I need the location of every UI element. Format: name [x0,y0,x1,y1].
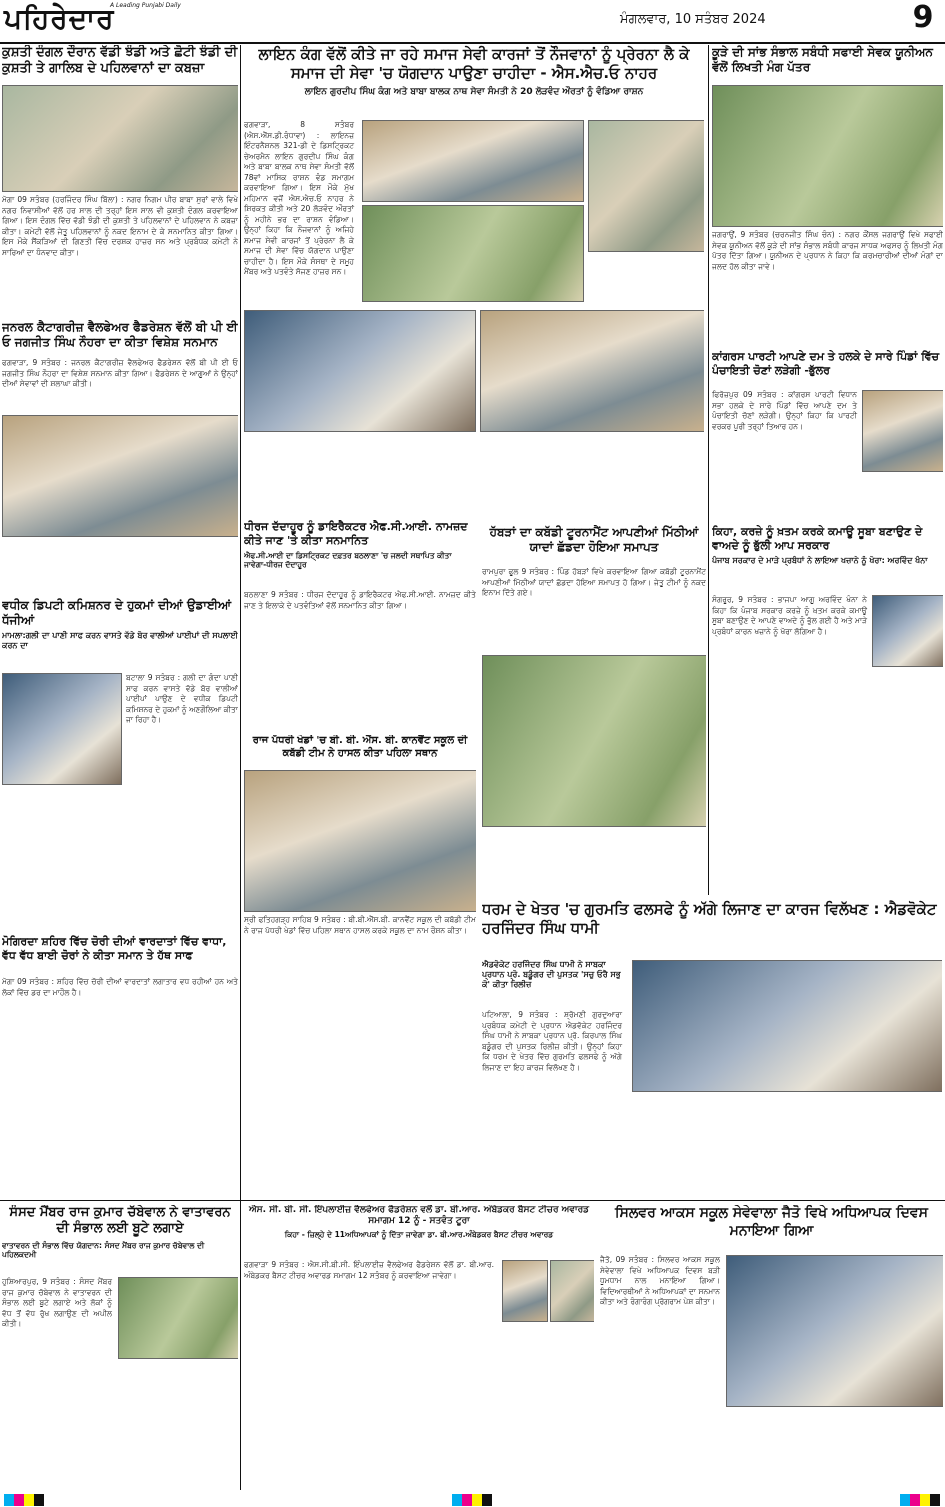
body-bp: ਫਗਵਾੜਾ, 9 ਸਤੰਬਰ : ਜਨਰਲ ਕੈਟਾਗਰੀਜ਼ ਵੈਲਫੇਅਰ ਫੈਡਰੇਸ਼ਨ ਵੱਲੋਂ ਬੀ ਪੀ ਈ ਓ ਜਗਜੀਤ ਸਿੰਘ ਨੌਹਰਾ ਦਾ ਵਿਸ਼ੇਸ਼ ਸਨਮਾਨ ਕੀਤਾ ਗਿਆ। ਫੈਡਰੇਸ਼ਨ ਦੇ ਆਗੂਆਂ ਨੇ ਉਨ੍ਹਾਂ ਦੀਆਂ ਸੇਵਾਵਾਂ ਦੀ ਸ਼ਲਾਘਾ ਕੀਤੀ। [2,358,238,388]
body-fci: ਬਠਲਾਣਾ 9 ਸਤੰਬਰ : ਧੀਰਜ ਦੱਦਾਹੂਰ ਨੂੰ ਡਾਇਰੈਕਟਰ ਐਫ.ਸੀ.ਆਈ. ਨਾਮਜ਼ਦ ਕੀਤੇ ਜਾਣ ਤੇ ਇਲਾਕੇ ਦੇ ਪਤਵੰਤਿਆਂ ਵੱਲੋਂ ਸਨਮਾਨਿਤ ਕੀਤਾ ਗਿਆ। [244,590,476,610]
headline-congress: ਕਾਂਗਰਸ ਪਾਰਟੀ ਆਪਣੇ ਦਮ ਤੇ ਹਲਕੇ ਦੇ ਸਾਰੇ ਪਿੰਡਾਂ ਵਿੱਚ ਪੰਚਾਇਤੀ ਚੋਣਾਂ ਲੜੇਗੀ -ਭੁੱਲਰ [712,350,940,377]
article-congress [712,350,943,520]
body-dc: ਬਟਾਲਾ 9 ਸਤੰਬਰ : ਗਲੀ ਦਾ ਗੰਦਾ ਪਾਣੀ ਸਾਫ ਕਰਨ ਵਾਸਤੇ ਵੱਡੇ ਬੋਰ ਵਾਲੀਆਂ ਪਾਈਪਾਂ ਪਾਉਣ ਦੇ ਵਧੀਕ ਡਿਪਟੀ ਕਮਿਸ਼ਨਰ ਦੇ ਹੁਕਮਾਂ ਨੂੰ ਅਣਗੌਲਿਆ ਕੀਤਾ ਜਾ ਰਿਹਾ ਹੈ। [126,673,238,724]
color-registration-strip [4,1494,44,1506]
headline-lions: ਲਾਇਨ ਕੰਗ ਵੱਲੋਂ ਕੀਤੇ ਜਾ ਰਹੇ ਸਮਾਜ ਸੇਵੀ ਕਾਰਜਾਂ ਤੋਂ ਨੌਜਵਾਨਾਂ ਨੂੰ ਪ੍ਰੇਰਨਾ ਲੈ ਕੇ ਸਮਾਜ ਦੀ ਸੇਵਾ 'ਚ ਯੋਗਦਾਨ ਪਾਉਣਾ ਚਾਹੀਦਾ - ਐਸ.ਐਚ.ਓ ਨਾਹਰ [258,45,690,82]
dateline: ਮੰਗਲਵਾਰ, 10 ਸਤੰਬਰ 2024 [620,12,766,27]
article-kabaddi [482,525,706,900]
article-school [244,735,476,1035]
subhead-dhami: ਐਡਵੋਕੇਟ ਹਰਜਿੰਦਰ ਸਿੰਘ ਧਾਮੀ ਨੇ ਸਾਬਕਾ ਪ੍ਰਧਾਨ ਪ੍ਰੋ. ਬਡੂੰਗਰ ਦੀ ਪੁਸਤਕ 'ਸਚੁ ਓਰੈ ਸਭੁ ਕੋ' ਕੀਤਾ ਰਿਲੀਜ਼ [482,960,621,989]
photo-kiha [872,595,943,667]
photo-dc [2,673,122,785]
subhead-ambedkar: ਕਿਹਾ - ਜ਼ਿਲ੍ਹੇ ਦੇ 11ਅਧਿਆਪਕਾਂ ਨੂੰ ਦਿੱਤਾ ਜਾਵੇਗਾ ਡਾ. ਬੀ.ਆਰ.ਅੰਬੇਡਕਰ ਬੈਸਟ ਟੀਚਰ ਅਵਾਰਡ [284,1229,554,1239]
article-ambedkar [244,1205,594,1490]
headline-kushti: ਕੁਸ਼ਤੀ ਦੰਗਲ ਦੌਰਾਨ ਵੱਡੀ ਝੰਡੀ ਅਤੇ ਛੋਟੀ ਝੰਡੀ ਦੀ ਕੁਸ਼ਤੀ ਤੇ ਗਾਲਿਬ ਦੇ ਪਹਿਲਵਾਨਾਂ ਦਾ ਕਬਜ਼ਾ [2,45,238,77]
body-mp: ਹੁਸ਼ਿਆਰਪੁਰ, 9 ਸਤੰਬਰ : ਸੰਸਦ ਮੈਂਬਰ ਰਾਜ ਕੁਮਾਰ ਚੱਬੇਵਾਲ ਨੇ ਵਾਤਾਵਰਨ ਦੀ ਸੰਭਾਲ ਲਈ ਬੂਟੇ ਲਗਾਏ ਅਤੇ ਲੋਕਾਂ ਨੂੰ ਵੱਧ ਤੋਂ ਵੱਧ ਰੁੱਖ ਲਗਾਉਣ ਦੀ ਅਪੀਲ ਕੀਤੀ। [2,1277,112,1328]
subhead-kiha: ਪੰਜਾਬ ਸਰਕਾਰ ਦੇ ਮਾੜੇ ਪ੍ਰਬੰਧਾਂ ਨੇ ਲਾਇਆ ਖਜ਼ਾਨੇ ਨੂੰ ਖੋਰਾ: ਅਰਵਿੰਦ ਖੰਨਾ [712,555,928,565]
row-rule [0,1200,945,1201]
photo-kushti [2,85,238,192]
article-fci [244,520,476,730]
color-registration-strip [452,1494,492,1506]
article-dc [2,598,238,928]
headline-fci: ਧੀਰਜ ਦੱਦਾਹੂਰ ਨੂੰ ਡਾਇਰੈਕਟਰ ਐਫ.ਸੀ.ਆਈ. ਨਾਮਜ਼ਦ ਕੀਤੇ ਜਾਣ 'ਤੇ ਕੀਤਾ ਸਨਮਾਨਿਤ [244,520,468,547]
page-number: 9 [912,0,934,35]
headline-chori: ਮੋਗਿਰਦਾ ਸ਼ਹਿਰ ਵਿੱਚ ਚੋਰੀ ਦੀਆਂ ਵਾਰਦਾਤਾਂ ਵਿੱਚ ਵਾਧਾ, ਵੱਧ ਵੱਧ ਬਾਈ ਚੋਰਾਂ ਨੇ ਕੀਤਾ ਸਮਾਨ ਤੇ ਹੱਥ ਸਾਫ [2,935,227,962]
photo-lions-1 [362,120,584,202]
photo-silver [726,1255,943,1407]
subhead-mp: ਵਾਤਾਵਰਨ ਦੀ ਸੰਭਾਲ ਵਿੱਚ ਯੋਗਦਾਨ: ਸੰਸਦ ਮੈਂਬਰ ਰਾਜ ਕੁਮਾਰ ਚੱਬੇਵਾਲ ਦੀ ਪਹਿਲਕਦਮੀ [2,1240,205,1259]
body-lions: ਫਗਵਾੜਾ, 8 ਸਤੰਬਰ (ਐਸ.ਐੱਸ.ਡੀ.ਰੰਧਾਵਾ) : ਲਾਇਨਜ਼ ਇੰਟਰਨੈਸ਼ਨਲ 321-ਡੀ ਦੇ ਡਿਸਟ੍ਰਿਕਟ ਚੇਅਰਮੈਨ ਲਾਇਨ ਗੁਰਦੀਪ ਸਿੰਘ ਕੰਗ ਅਤੇ ਬਾਬਾ ਬਾਲਕ ਨਾਥ ਸੇਵਾ ਸੰਮਤੀ ਵੱਲੋਂ 78ਵਾਂ ਮਾਸਿਕ ਰਾਸ਼ਨ ਵੰਡ ਸਮਾਗਮ ਕਰਵਾਇਆ ਗਿਆ। ਇਸ ਮੌਕੇ ਮੁੱਖ ਮਹਿਮਾਨ ਵਜੋਂ ਐਸ.ਐਚ.ਓ ਨਾਹਰ ਨੇ ਸ਼ਿਰਕਤ ਕੀਤੀ ਅਤੇ 20 ਲੋੜਵੰਦ ਔਰਤਾਂ ਨੂੰ ਮਹੀਨੇ ਭਰ ਦਾ ਰਾਸ਼ਨ ਵੰਡਿਆ। ਉਨ੍ਹਾਂ ਕਿਹਾ ਕਿ ਨੌਜਵਾਨਾਂ ਨੂੰ ਅਜਿਹੇ ਸਮਾਜ ਸੇਵੀ ਕਾਰਜਾਂ ਤੋਂ ਪ੍ਰੇਰਨਾ ਲੈ ਕੇ ਸਮਾਜ ਦੀ ਸੇਵਾ ਵਿੱਚ ਯੋਗਦਾਨ ਪਾਉਣਾ ਚਾਹੀਦਾ ਹੈ। ਇਸ ਮੌਕੇ ਸੰਸਥਾ ਦੇ ਸਮੂਹ ਮੈਂਬਰ ਅਤੇ ਪਤਵੰਤੇ ਸੱਜਣ ਹਾਜ਼ਰ ਸਨ। [244,120,354,276]
headline-dhami: ਧਰਮ ਦੇ ਖੇਤਰ 'ਚ ਗੁਰਮਤਿ ਫਲਸਫੇ ਨੂੰ ਅੱਗੇ ਲਿਜਾਣ ਦਾ ਕਾਰਜ ਵਿਲੱਖਣ : ਐਡਵੋਕੇਟ ਹਰਜਿੰਦਰ ਸਿੰਘ ਧਾਮੀ [482,900,937,937]
body-kushti: ਮੋਗਾ 09 ਸਤੰਬਰ (ਹਰਜਿੰਦਰ ਸਿੰਘ ਬਿੱਲਾ) : ਨਗਰ ਨਿਗਮ ਪੀਰ ਬਾਬਾ ਸੁਰਾਂ ਵਾਲੇ ਵਿਖੇ ਨਗਰ ਨਿਵਾਸੀਆਂ ਵੱਲੋਂ ਹਰ ਸਾਲ ਦੀ ਤਰ੍ਹਾਂ ਇਸ ਸਾਲ ਵੀ ਕੁਸ਼ਤੀ ਦੰਗਲ ਕਰਵਾਇਆ ਗਿਆ। ਇਸ ਦੰਗਲ ਵਿੱਚ ਵੱਡੀ ਝੰਡੀ ਦੀ ਕੁਸ਼ਤੀ ਤੇ ਪਹਿਲਵਾਨਾਂ ਦੇ ਪਹਿਲਵਾਨ ਨੇ ਕਬਜ਼ਾ ਕੀਤਾ। ਕਮੇਟੀ ਵੱਲੋਂ ਜੇਤੂ ਪਹਿਲਵਾਨਾਂ ਨੂੰ ਨਕਦ ਇਨਾਮ ਦੇ ਕੇ ਸਨਮਾਨਿਤ ਕੀਤਾ ਗਿਆ। ਇਸ ਮੌਕੇ ਸੈਂਕੜਿਆਂ ਦੀ ਗਿਣਤੀ ਵਿੱਚ ਦਰਸ਼ਕ ਹਾਜ਼ਰ ਸਨ ਅਤੇ ਪ੍ਰਬੰਧਕ ਕਮੇਟੀ ਨੇ ਸਾਰਿਆਂ ਦਾ ਧੰਨਵਾਦ ਕੀਤਾ। [2,195,238,257]
subhead-lions: ਲਾਇਨ ਗੁਰਦੀਪ ਸਿੰਘ ਕੰਗ ਅਤੇ ਬਾਬਾ ਬਾਲਕ ਨਾਥ ਸੇਵਾ ਸੰਮਤੀ ਨੇ 20 ਲੋੜਵੰਦ ਔਰਤਾਂ ਨੂੰ ਵੰਡਿਆ ਰਾਸ਼ਨ [304,86,644,97]
article-chori [2,935,238,1200]
headline-kiha: ਕਿਹਾ, ਕਰਜ਼ੇ ਨੂੰ ਖ਼ਤਮ ਕਰਕੇ ਕਮਾਊ ਸੂਬਾ ਬਣਾਉਣ ਦੇ ਵਾਅਦੇ ਨੂੰ ਭੁੱਲੀ ਆਪ ਸਰਕਾਰ [712,525,923,552]
photo-ambedkar-1 [502,1260,548,1322]
headline-ambedkar: ਐਸ. ਸੀ. ਬੀ. ਸੀ. ਇੰਪਲਾਈਜ਼ ਵੈਲਫੇਅਰ ਫੈਡਰੇਸ਼ਨ ਵਲੋਂ ਡਾ. ਬੀ.ਆਰ. ਅੰਬੇਡਕਰ ਬੈਸਟ ਟੀਚਰ ਅਵਾਰਡ ਸਮਾਗਮ 12 ਨੂੰ - ਸਤਵੰਤ ਟੂਰਾ [248,1205,590,1227]
headline-kude: ਕੂੜੇ ਦੀ ਸਾਂਭ ਸੰਭਾਲ ਸਬੰਧੀ ਸਫਾਈ ਸੇਵਕ ਯੂਨੀਅਨ ਵੱਲੋਂ ਲਿਖਤੀ ਮੰਗ ਪੱਤਰ [712,45,933,74]
subhead-fci: ਐਫ.ਸੀ.ਆਈ ਦਾ ਡਿਸਟ੍ਰਿਕਟ ਦਫ਼ਤਰ ਬਠਲਾਣਾ 'ਚ ਜਲਦੀ ਸਥਾਪਿਤ ਕੀਤਾ ਜਾਵੇਗਾ-ਧੀਰਜ ਦੱਦਾਹੂਰ [244,550,452,569]
headline-mp: ਸੰਸਦ ਮੈਂਬਰ ਰਾਜ ਕੁਮਾਰ ਚੱਬੇਵਾਲ ਨੇ ਵਾਤਾਵਰਨ ਦੀ ਸੰਭਾਲ ਲਈ ਬੂਟੇ ਲਗਾਏ [9,1205,231,1237]
photo-lions-3 [362,205,584,302]
headline-kabaddi: ਹੱਬੜਾਂ ਦਾ ਕਬੱਡੀ ਟੂਰਨਾਮੈਂਟ ਆਪਣੀਆਂ ਮਿੱਠੀਆਂ ਯਾਦਾਂ ਛੱਡਦਾ ਹੋਇਆ ਸਮਾਪਤ [489,525,699,554]
headline-bp: ਜਨਰਲ ਕੈਟਾਗਰੀਜ਼ ਵੈਲਫੇਅਰ ਫੈਡਰੇਸ਼ਨ ਵੱਲੋਂ ਬੀ ਪੀ ਈ ਓ ਜਗਜੀਤ ਸਿੰਘ ਨੌਹਰਾ ਦਾ ਕੀਤਾ ਵਿਸ਼ੇਸ਼ ਸਨਮਾਨ [2,320,238,349]
body-chori: ਮੋਗਾ 09 ਸਤੰਬਰ : ਸ਼ਹਿਰ ਵਿੱਚ ਚੋਰੀ ਦੀਆਂ ਵਾਰਦਾਤਾਂ ਲਗਾਤਾਰ ਵਧ ਰਹੀਆਂ ਹਨ ਅਤੇ ਲੋਕਾਂ ਵਿੱਚ ਡਰ ਦਾ ਮਾਹੌਲ ਹੈ। [2,977,238,997]
article-dhami [482,900,942,1190]
body-ambedkar: ਫਗਵਾੜਾ 9 ਸਤੰਬਰ : ਐਸ.ਸੀ.ਬੀ.ਸੀ. ਇੰਪਲਾਈਜ਼ ਵੈਲਫੇਅਰ ਫੈਡਰੇਸ਼ਨ ਵੱਲੋਂ ਡਾ. ਬੀ.ਆਰ. ਅੰਬੇਡਕਰ ਬੈਸਟ ਟੀਚਰ ਅਵਾਰਡ ਸਮਾਗਮ 12 ਸਤੰਬਰ ਨੂੰ ਕਰਵਾਇਆ ਜਾਵੇਗਾ। [244,1260,494,1280]
headline-dc: ਵਧੀਕ ਡਿਪਟੀ ਕਮਿਸ਼ਨਰ ਦੇ ਹੁਕਮਾਂ ਦੀਆਂ ਉਡਾਈਆਂ ਧੱਜੀਆਂ [2,598,232,627]
photo-lions-5 [480,310,704,432]
article-bp [2,320,238,592]
headline-school: ਰਾਜ ਪੱਧਰੀ ਖੇਡਾਂ 'ਚ ਬੀ. ਬੀ. ਐੱਸ. ਬੀ. ਕਾਨਵੈਂਟ ਸਕੂਲ ਦੀ ਕਬੱਡੀ ਟੀਮ ਨੇ ਹਾਸਲ ਕੀਤਾ ਪਹਿਲਾ ਸਥਾਨ [252,735,468,759]
column-rule [708,45,709,895]
body-congress: ਫਿਰੋਜ਼ਪੁਰ 09 ਸਤੰਬਰ : ਕਾਂਗਰਸ ਪਾਰਟੀ ਵਿਧਾਨ ਸਭਾ ਹਲਕੇ ਦੇ ਸਾਰੇ ਪਿੰਡਾਂ ਵਿੱਚ ਆਪਣੇ ਦਮ ਤੇ ਪੰਚਾਇਤੀ ਚੋਣਾਂ ਲੜੇਗੀ। ਉਨ੍ਹਾਂ ਕਿਹਾ ਕਿ ਪਾਰਟੀ ਵਰਕਰ ਪੂਰੀ ਤਰ੍ਹਾਂ ਤਿਆਰ ਹਨ। [712,390,857,431]
photo-kude [712,85,943,227]
subhead-dc: ਮਾਮਲਾ:ਗਲੀ ਦਾ ਪਾਣੀ ਸਾਫ ਕਰਨ ਵਾਸਤੇ ਵੱਡੇ ਬੋਰ ਵਾਲੀਆਂ ਪਾਈਪਾਂ ਦੀ ਸਪਲਾਈ ਕਰਨ ਦਾ [2,631,238,650]
photo-congress [862,390,943,472]
photo-school [244,770,476,912]
photo-bp [2,415,238,537]
article-kude [712,45,943,345]
photo-ambedkar-2 [550,1260,594,1322]
photo-kabaddi [482,655,706,827]
article-mp [2,1205,238,1490]
body-kabaddi: ਰਾਮਪੁਰਾ ਫੂਲ 9 ਸਤੰਬਰ : ਪਿੰਡ ਹੱਬੜਾਂ ਵਿਖੇ ਕਰਵਾਇਆ ਗਿਆ ਕਬੱਡੀ ਟੂਰਨਾਮੈਂਟ ਆਪਣੀਆਂ ਮਿੱਠੀਆਂ ਯਾਦਾਂ ਛੱਡਦਾ ਹੋਇਆ ਸਮਾਪਤ ਹੋ ਗਿਆ। ਜੇਤੂ ਟੀਮਾਂ ਨੂੰ ਨਕਦ ਇਨਾਮ ਦਿੱਤੇ ਗਏ। [482,567,706,597]
body-kude: ਜਗਰਾਉਂ, 9 ਸਤੰਬਰ (ਚਰਨਜੀਤ ਸਿੰਘ ਚੰਨ) : ਨਗਰ ਕੌਂਸਲ ਜਗਰਾਉਂ ਵਿਖੇ ਸਫਾਈ ਸੇਵਕ ਯੂਨੀਅਨ ਵੱਲੋਂ ਕੂੜੇ ਦੀ ਸਾਂਭ ਸੰਭਾਲ ਸਬੰਧੀ ਕਾਰਜ ਸਾਧਕ ਅਫਸਰ ਨੂੰ ਲਿਖਤੀ ਮੰਗ ਪੱਤਰ ਦਿੱਤਾ ਗਿਆ। ਯੂਨੀਅਨ ਦੇ ਪ੍ਰਧਾਨ ਨੇ ਕਿਹਾ ਕਿ ਕਰਮਚਾਰੀਆਂ ਦੀਆਂ ਮੰਗਾਂ ਦਾ ਜਲਦ ਹੱਲ ਕੀਤਾ ਜਾਵੇ। [712,230,943,271]
body-dhami: ਪਟਿਆਲਾ, 9 ਸਤੰਬਰ : ਸ਼੍ਰੋਮਣੀ ਗੁਰਦੁਆਰਾ ਪ੍ਰਬੰਧਕ ਕਮੇਟੀ ਦੇ ਪ੍ਰਧਾਨ ਐਡਵੋਕੇਟ ਹਰਜਿੰਦਰ ਸਿੰਘ ਧਾਮੀ ਨੇ ਸਾਬਕਾ ਪ੍ਰਧਾਨ ਪ੍ਰੋ. ਕਿਰਪਾਲ ਸਿੰਘ ਬਡੂੰਗਰ ਦੀ ਪੁਸਤਕ ਰਿਲੀਜ਼ ਕੀਤੀ। ਉਨ੍ਹਾਂ ਕਿਹਾ ਕਿ ਧਰਮ ਦੇ ਖੇਤਰ ਵਿੱਚ ਗੁਰਮਤਿ ਫਲਸਫੇ ਨੂੰ ਅੱਗੇ ਲਿਜਾਣ ਦਾ ਇਹ ਕਾਰਜ ਵਿਲੱਖਣ ਹੈ। [482,1010,622,1072]
article-lions [244,45,704,515]
body-kiha: ਸੰਗਰੂਰ, 9 ਸਤੰਬਰ : ਭਾਜਪਾ ਆਗੂ ਅਰਵਿੰਦ ਖੰਨਾ ਨੇ ਕਿਹਾ ਕਿ ਪੰਜਾਬ ਸਰਕਾਰ ਕਰਜ਼ੇ ਨੂੰ ਖ਼ਤਮ ਕਰਕੇ ਕਮਾਊ ਸੂਬਾ ਬਣਾਉਣ ਦੇ ਆਪਣੇ ਵਾਅਦੇ ਨੂੰ ਭੁੱਲ ਗਈ ਹੈ ਅਤੇ ਮਾੜੇ ਪ੍ਰਬੰਧਾਂ ਕਾਰਨ ਖਜ਼ਾਨੇ ਨੂੰ ਖੋਰਾ ਲੱਗਿਆ ਹੈ। [712,595,867,636]
masthead [0,0,945,44]
photo-lions-4 [244,310,476,432]
color-registration-strip [900,1494,940,1506]
column-rule [240,45,241,1490]
article-silver [600,1205,943,1490]
photo-mp [118,1277,238,1359]
body-school: ਸ੍ਰੀ ਫਤਿਹਗੜ੍ਹ ਸਾਹਿਬ 9 ਸਤੰਬਰ : ਬੀ.ਬੀ.ਐੱਸ.ਬੀ. ਕਾਨਵੈਂਟ ਸਕੂਲ ਦੀ ਕਬੱਡੀ ਟੀਮ ਨੇ ਰਾਜ ਪੱਧਰੀ ਖੇਡਾਂ ਵਿੱਚ ਪਹਿਲਾ ਸਥਾਨ ਹਾਸਲ ਕਰਕੇ ਸਕੂਲ ਦਾ ਨਾਮ ਰੌਸ਼ਨ ਕੀਤਾ। [244,915,476,935]
article-kiha [712,525,943,825]
body-silver: ਜੈਤੋ, 09 ਸਤੰਬਰ : ਸਿਲਵਰ ਆਕਸ ਸਕੂਲ ਸੇਵੇਵਾਲਾ ਵਿਖੇ ਅਧਿਆਪਕ ਦਿਵਸ ਬੜੀ ਧੂਮਧਾਮ ਨਾਲ ਮਨਾਇਆ ਗਿਆ। ਵਿਦਿਆਰਥੀਆਂ ਨੇ ਅਧਿਆਪਕਾਂ ਦਾ ਸਨਮਾਨ ਕੀਤਾ ਅਤੇ ਰੰਗਾਰੰਗ ਪ੍ਰੋਗਰਾਮ ਪੇਸ਼ ਕੀਤਾ। [600,1255,720,1306]
headline-silver: ਸਿਲਵਰ ਆਕਸ ਸਕੂਲ ਸੇਵੇਵਾਲਾ ਜੈਤੋ ਵਿਖੇ ਅਧਿਆਪਕ ਦਿਵਸ ਮਨਾਇਆ ਗਿਆ [615,1205,928,1239]
newspaper-logo: ਪਹਿਰੇਦਾਰ [4,2,115,35]
tagline: A Leading Punjabi Daily [110,2,181,9]
photo-dhami [632,960,942,1092]
photo-lions-2 [588,120,704,252]
article-kushti [2,45,238,315]
